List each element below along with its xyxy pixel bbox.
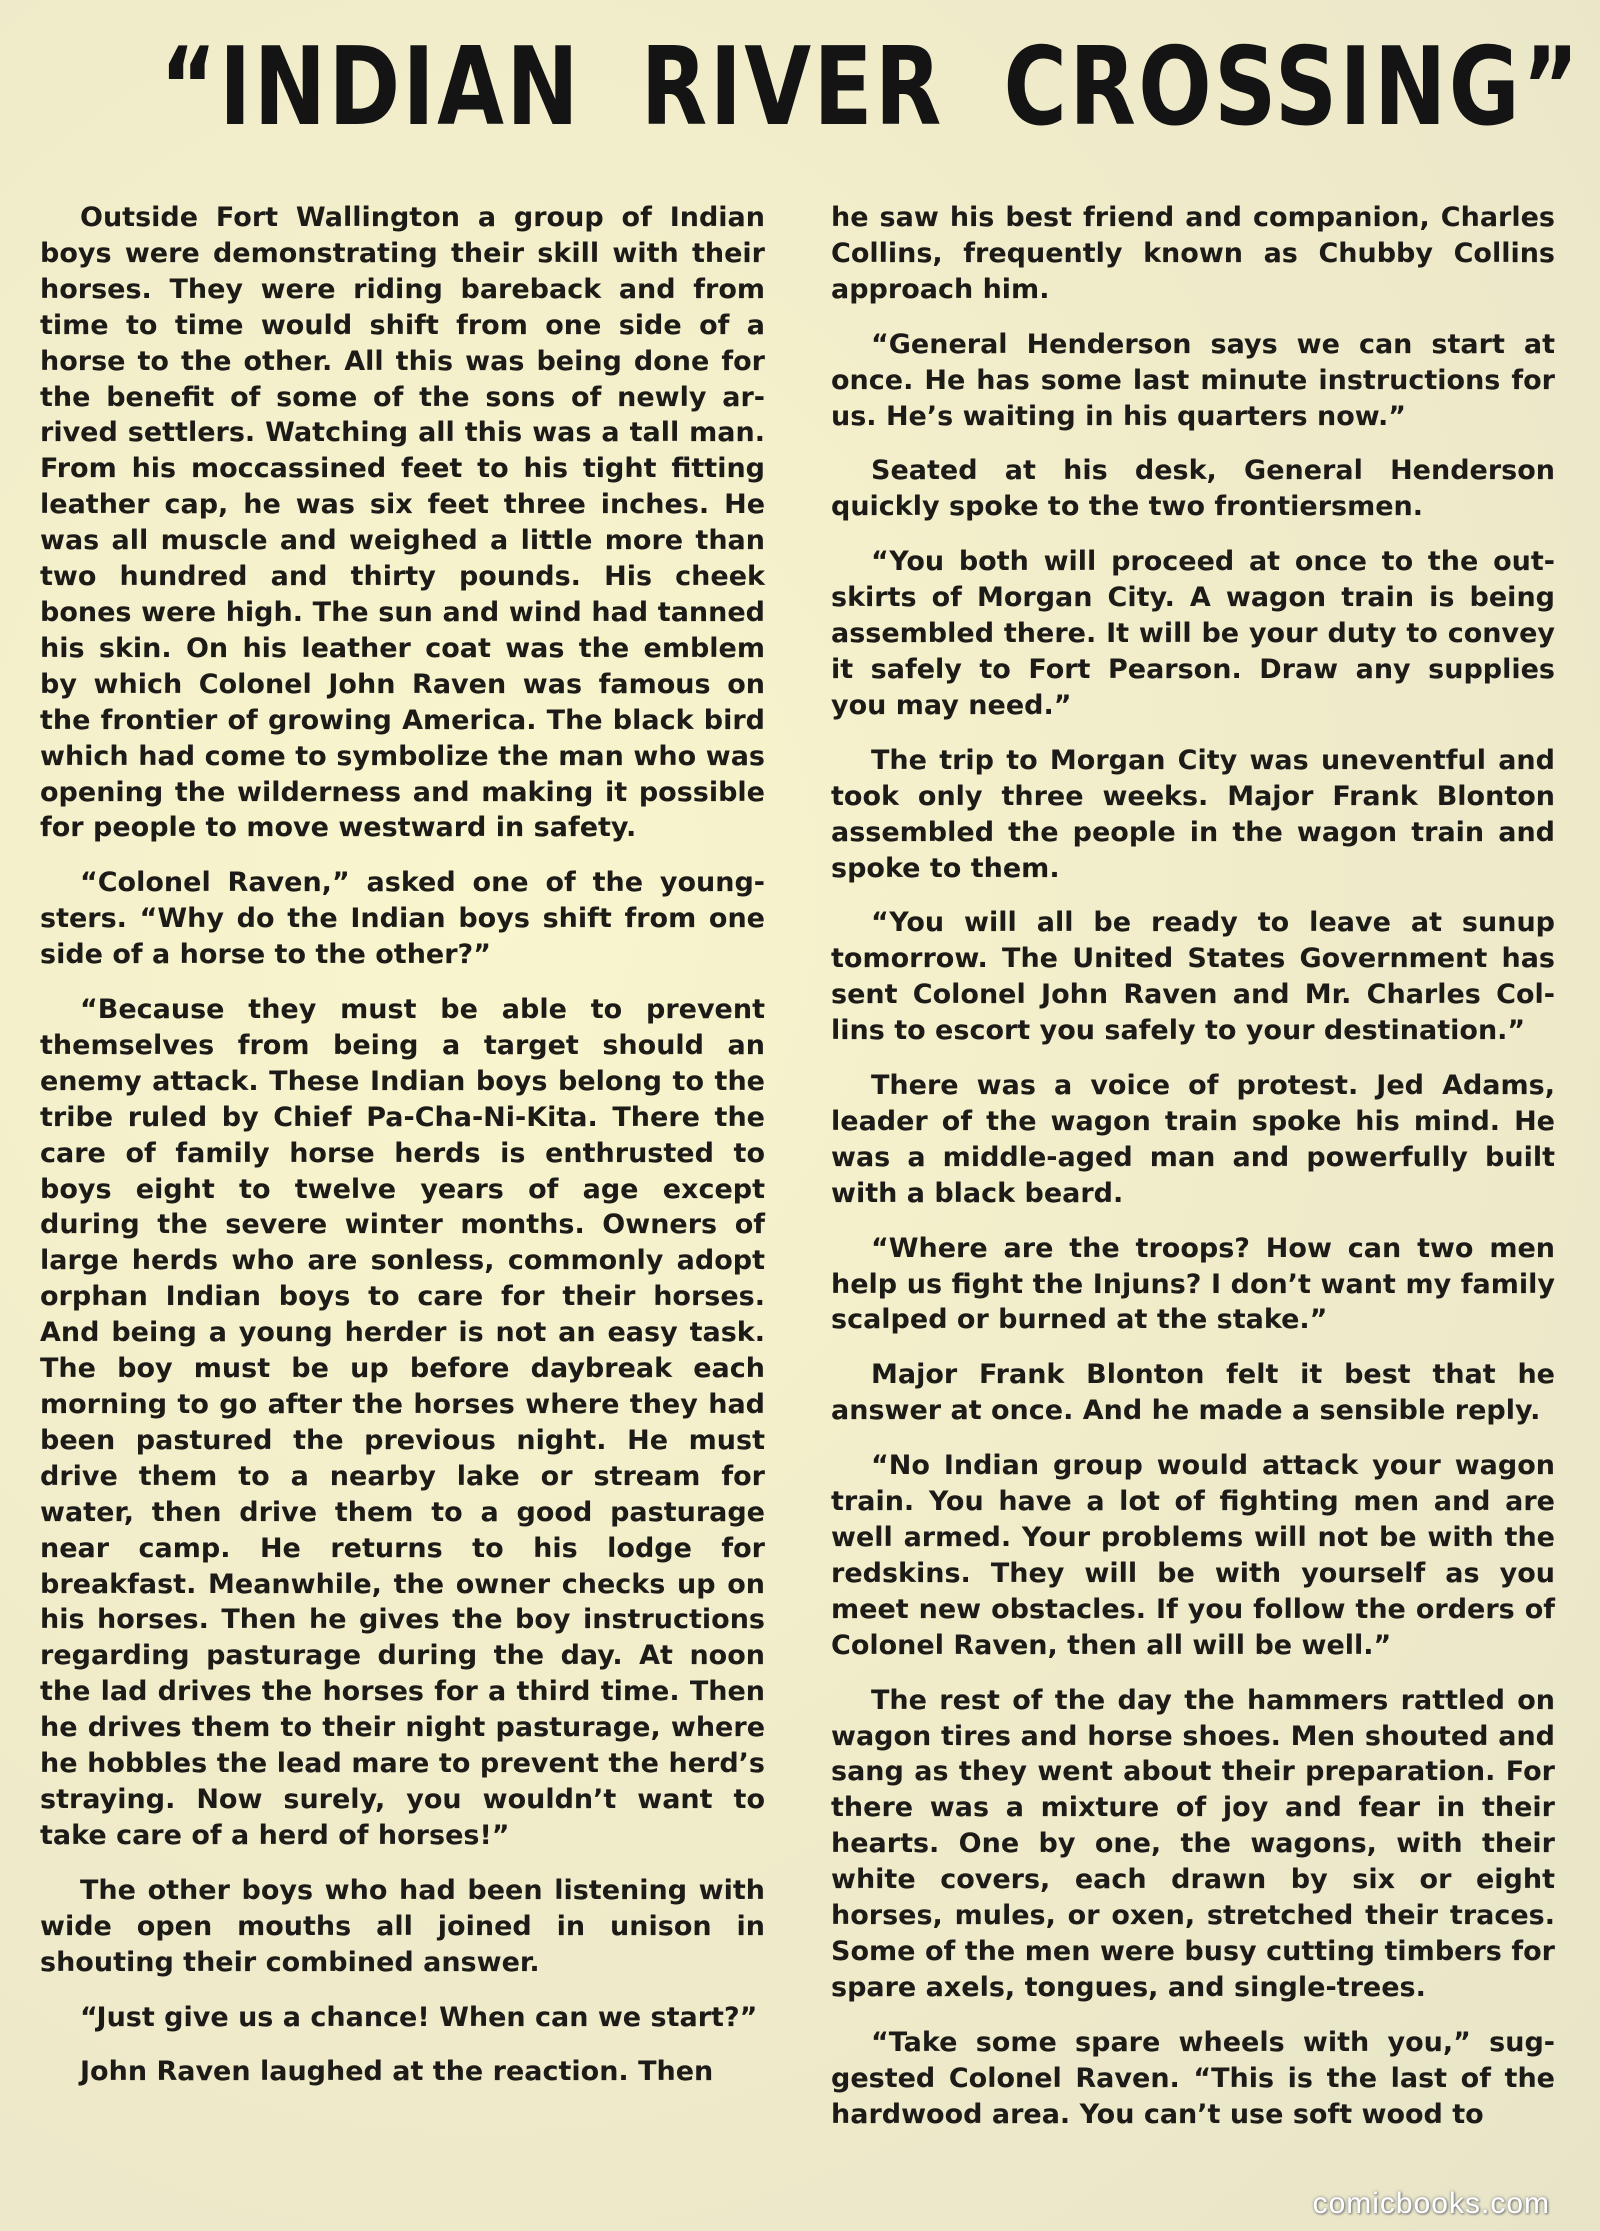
left-text-column [40, 200, 765, 2109]
paragraph: “No Indian group would attack your wagon train. You have a lot of fighting men and are well armed. Your problems will not be with the redskins. They will be with yourself as you meet new obstacles. If you follow the orders of Colonel Raven, then all will be well.” [831, 1450, 1555, 1661]
paragraph: “General Henderson says we can start at once. He has some last minute instructions for us. He’s waiting in his quarters now.” [831, 328, 1555, 432]
paragraph: There was a voice of protest. Jed Adams, leader of the wagon train spoke his mind. He was a middle-aged man and powerfully built with a black beard. [831, 1070, 1555, 1209]
site-watermark: comicbooks.com [1312, 2187, 1550, 2220]
paragraph: “Just give us a chance! When can we start?” [80, 2001, 758, 2033]
paragraph: “You will all be ready to leave at sunup tomorrow. The United States Government has sent Colonel John Raven and Mr. Charles Collins to escort you safely to your destination.” [831, 907, 1555, 1047]
paragraph: “Colonel Raven,” asked one of the youngsters. “Why do the Indian boys shift from one side of a horse to the other?” [40, 867, 765, 971]
story-title: “INDIAN RIVER CROSSING” [160, 25, 1582, 150]
paragraph: “Because they must be able to prevent themselves from being a target should an enemy attack. These Indian boys belong to the tribe ruled by Chief Pa-Cha-Ni-Kita. There the care of family horse herds is enthrusted to boys eight to twelve years of age except during the severe winter months. Owners of large herds who are sonless, commonly adopt orphan Indian boys to care for their horses. And being a young herder is not an easy task. The boy must be up before daybreak each morning to go after the horses where they had been pastured the previous night. He must drive them to a nearby lake or stream for water, then drive them to a good pasturage near camp. He returns to his lodge for breakfast. Meanwhile, the owner checks up on his horses. Then he gives the boy instructions regarding pasturage during the day. At noon the lad drives the horses for a third time. Then he drives them to their night pasturage, where he hobbles the lead mare to prevent the herd’s straying. Now surely, you wouldn’t want to take care of a herd of horses!” [40, 994, 765, 1851]
paragraph: John Raven laughed at the reaction. Then [80, 2056, 714, 2088]
paragraph-continued: he saw his best friend and companion, Charles Collins, frequently known as Chubby Collins approach him. [831, 202, 1555, 305]
paragraph: Seated at his desk, General Henderson quickly spoke to the two frontiersmen. [831, 455, 1555, 523]
paragraph: Major Frank Blonton felt it best that he answer at once. And he made a sensible reply. [831, 1359, 1555, 1427]
paragraph: Outside Fort Wallington a group of Indian boys were demonstrating their skill with their horses. They were riding bareback and from time to time would shift from one side of a horse to the other. All this was being done for the benefit of some of the sons of newly arrived settlers. Watching all this was a tall man. From his moccassined feet to his tight fitting leather cap, he was six feet three inches. He was all muscle and weighed a little more than two hundred and thirty pounds. His cheek bones were high. The sun and wind had tanned his skin. On his leather coat was the emblem by which Colonel John Raven was famous on the frontier of growing America. The black bird which had come to symbolize the man who was opening the wilderness and making it possible for people to move westward in safety. [40, 202, 765, 844]
right-text-column [831, 200, 1555, 2152]
paragraph: “You both will proceed at once to the outskirts of Morgan City. A wagon train is being assembled there. It will be your duty to convey it safely to Fort Pearson. Draw any supplies you may need.” [831, 546, 1555, 721]
paragraph: The other boys who had been listening with wide open mouths all joined in unison in shouting their combined answer. [40, 1874, 765, 1978]
paragraph: The trip to Morgan City was uneventful and took only three weeks. Major Frank Blonton assembled the people in the wagon train and spoke to them. [831, 744, 1555, 884]
paragraph: “Where are the troops? How can two men help us fight the Injuns? I don’t want my family scalped or burned at the stake.” [831, 1232, 1555, 1336]
paragraph: “Take some spare wheels with you,” suggested Colonel Raven. “This is the last of the hardwood area. You can’t use soft wood to [831, 2026, 1555, 2130]
paragraph: The rest of the day the hammers rattled on wagon tires and horse shoes. Men shouted and sang as they went about their preparation. For there was a mixture of joy and fear in their hearts. One by one, the wagons, with their white covers, each drawn by six or eight horses, mules, or oxen, stretched their traces. Some of the men were busy cutting timbers for spare axels, tongues, and single-trees. [831, 1684, 1555, 2003]
